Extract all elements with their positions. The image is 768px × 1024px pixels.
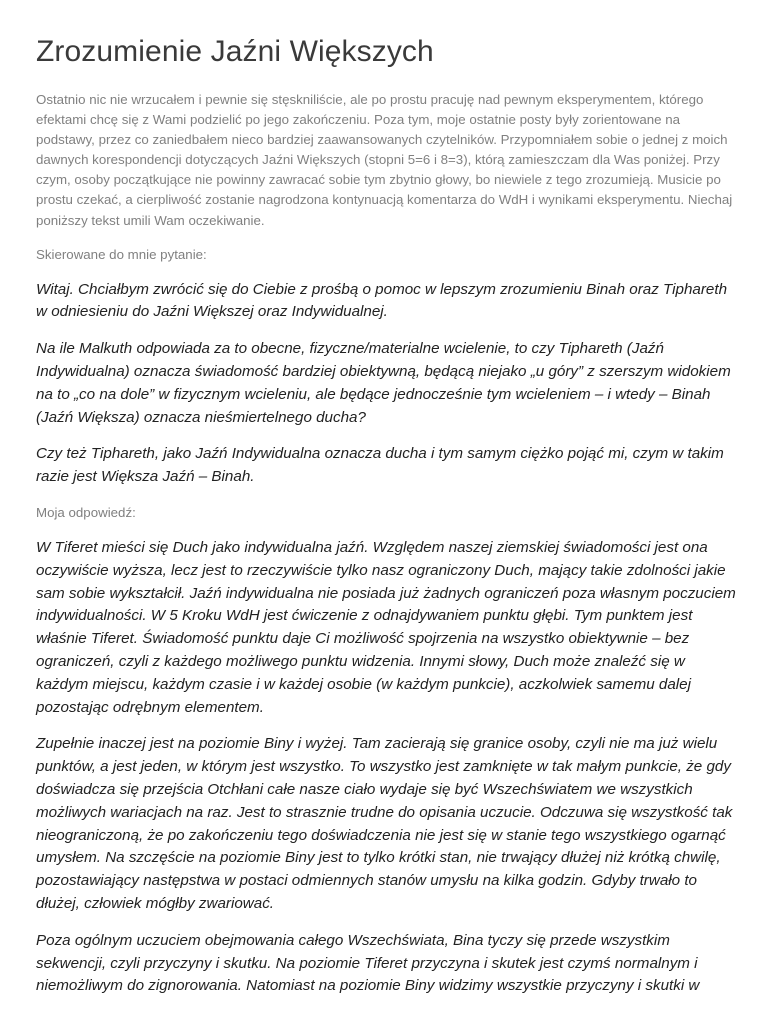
question-label: Skierowane do mnie pytanie: [36, 246, 207, 262]
answer-paragraph: Zupełnie inaczej jest na poziomie Biny i wyżej. Tam zacierają się granice osoby, czyli nie ma już wielu punktów, a jest jeden, w którym jest wszystko. To wszystko jest zamknięte w tak małym punkcie, że gdy doświadcza się przejścia Otchłani całe nasze ciało wydaje się być Wszechświatem we wszystkich możliwych wariacjach na raz. Jest to strasznie trudne do opisania uczucie. Odczuwa się wszystkość tak nieograniczoną, że po zakończeniu tego doświadczenia nie jest się w stanie tego wszystkiego ogarnąć umysłem. Na szczęście na poziomie Biny jest to tylko krótki stan, nie trwający dłużej niż krótką chwilę, pozostawiający następstwa w postaci odmiennych stanów umysłu na kilka godzin. Gdyby trwało to dłużej, człowiek mógłby zwariować. [36, 735, 733, 912]
answer-label: Moja odpowiedź: [36, 505, 136, 521]
page-title: Zrozumienie Jaźni Większych [36, 35, 434, 68]
intro-paragraph: Ostatnio nic nie wrzucałem i pewnie się stęskniliście, ale po prostu pracuję nad pewnym eksperymentem, którego efektami chcę się z Wami podzielić po jego zakończeniu. Poza tym, moje ostatnie posty były zorientowane na podstawy, przez co zaniedbałem nieco bardziej zaawansowanych czytelników. Przypomniałem sobie o jednej z moich dawnych korespondencji dotyczących Jaźni Większych (stopni 5=6 i 8=3), którą zamieszczam dla Was poniżej. Przy czym, osoby początkujące nie powinny zawracać sobie tym zbytnio głowy, bo niewiele z tego zrozumieją. Musicie po prostu czekać, a cierpliwość zostanie nagrodzona kontynuacją komentarza do WdH i wynikami eksperymentu. Niechaj poniższy tekst umili Wam oczekiwanie. [36, 92, 733, 228]
answer-paragraph: Poza ogólnym uczuciem obejmowania całego Wszechświata, Bina tyczy się przede wszystkim sekwencji, czyli przyczyny i skutku. Na poziomie Tiferet przyczyna i skutek jest czymś normalnym i niemożliwym do zignorowania. Natomiast na poziomie Biny widzimy wszystkie przyczyny i skutki w [36, 931, 700, 995]
answer-paragraph: W Tiferet mieści się Duch jako indywidualna jaźń. Względem naszej ziemskiej świadomości jest ona oczywiście wyższa, lecz jest to rzeczywiście tylko nasz ograniczony Duch, mający takie zdolności jakie sam sobie wykształcił. Jaźń indywidualna nie posiada już żadnych ograniczeń poza własnym poczuciem indywidualności. W 5 Kroku WdH jest ćwiczenie z odnajdywaniem punktu głębi. Tym punktem jest właśnie Tiferet. Świadomość punktu daje Ci możliwość spojrzenia na wszystko obiektywnie – bez ograniczeń, czyli z każdego możliwego punktu widzenia. Innymi słowy, Duch może znaleźć się w każdym miejscu, każdym czasie i w każdej osobie (w każdym punkcie), aczkolwiek samemu dalej pozostając odrębnym elementem. [36, 539, 736, 716]
question-paragraph: Na ile Malkuth odpowiada za to obecne, fizyczne/materialne wcielenie, to czy Tiphareth (Jaźń Indywidualna) oznacza świadomość bardziej obiektywną, będącą niejako „u góry” z szerszym widokiem na to „co na dole” w fizycznym wcieleniu, ale będące jednocześnie tym wcieleniem – i wtedy – Binah (Jaźń Większa) oznacza nieśmiertelnego ducha? [36, 340, 731, 426]
question-paragraph: Czy też Tiphareth, jako Jaźń Indywidualna oznacza ducha i tym samym ciężko pojąć mi, czym w takim razie jest Większa Jaźń – Binah. [36, 445, 724, 486]
question-paragraph: Witaj. Chciałbym zwrócić się do Ciebie z prośbą o pomoc w lepszym zrozumieniu Binah oraz Tiphareth w odniesieniu do Jaźni Większej oraz Indywidualnej. [36, 280, 728, 321]
